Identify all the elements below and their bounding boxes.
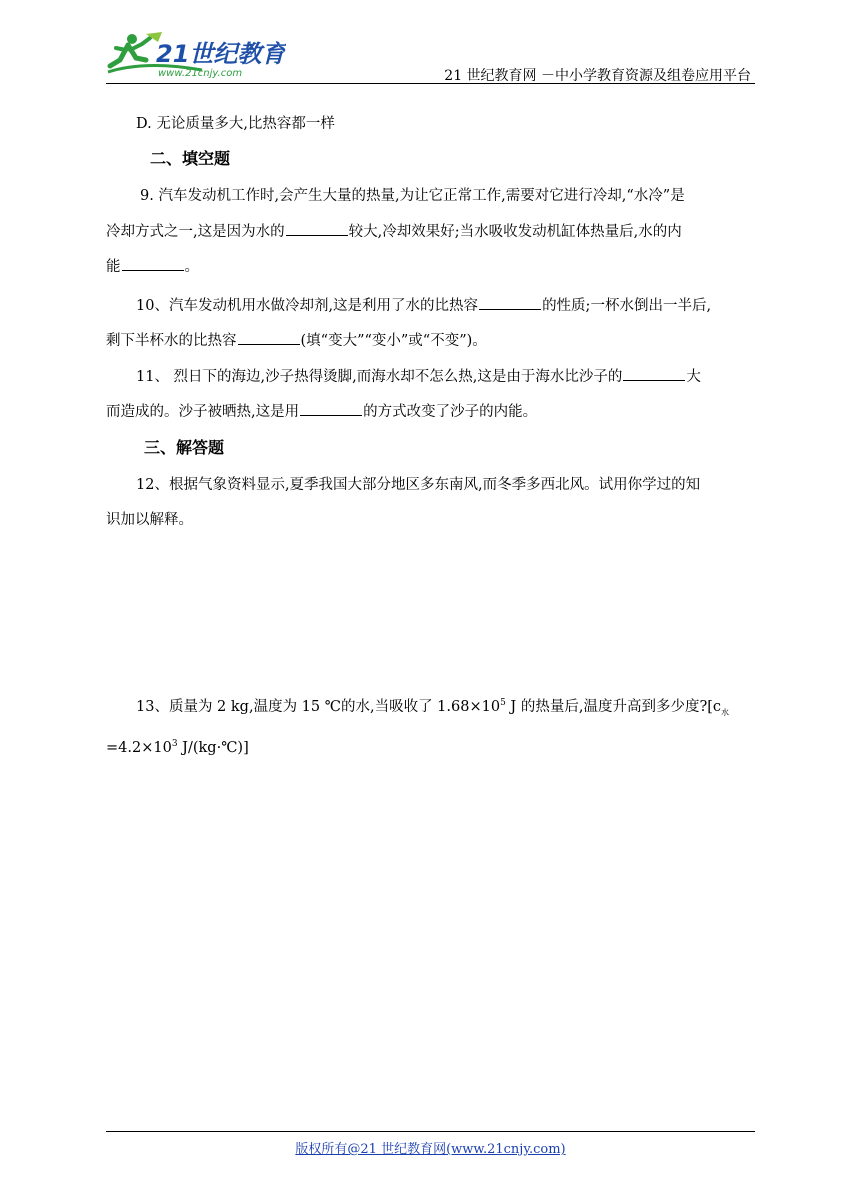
q13-text: J 的热量后,温度升高到多少度?[c: [505, 699, 722, 715]
q13-text: J/(kg·℃)]: [177, 740, 249, 756]
q12-line2: 识加以解释。: [106, 512, 193, 528]
section-heading-fill-blank: 二、填空题: [150, 149, 231, 168]
q13-text: 13、质量为 2 kg,温度为 15 ℃的水,当吸收了 1.68×10: [136, 699, 501, 715]
q9-text: 冷却方式之一,这是因为水的: [106, 224, 285, 240]
q11-blank-2[interactable]: [300, 401, 362, 416]
q13-line2: [106, 738, 249, 758]
q9-text: 能: [106, 259, 121, 275]
option-d: D. 无论质量多大,比热容都一样: [136, 116, 335, 132]
q9-line3: [106, 256, 199, 277]
q11-line1: [136, 366, 701, 387]
q9-line2: [106, 221, 682, 242]
q13-subscript: 水: [721, 707, 730, 717]
q9-text: 。: [184, 259, 199, 275]
q10-blank-1[interactable]: [479, 295, 541, 310]
q9-blank-1[interactable]: [286, 221, 348, 236]
q10-text: (填“变大”“变小”或“不变”)。: [300, 333, 487, 349]
q10-text: 10、汽车发动机用水做冷却剂,这是利用了水的比热容: [136, 298, 479, 314]
section-heading-answer: 三、解答题: [144, 438, 225, 457]
q9-blank-2[interactable]: [122, 256, 184, 271]
q11-line2: [106, 401, 537, 422]
q10-blank-2[interactable]: [238, 330, 300, 345]
q13-exponent: 5: [500, 698, 506, 709]
q13-exponent: 3: [171, 739, 178, 750]
q10-line1: [136, 295, 711, 316]
q11-text: 而造成的。沙子被晒热,这是用: [106, 404, 300, 420]
q12-line1: 12、根据气象资料显示,夏季我国大部分地区多东南风,而冬季多西北风。试用你学过的知: [136, 477, 701, 493]
q11-text: 的方式改变了沙子的内能。: [363, 404, 538, 420]
q11-text: 11、 烈日下的海边,沙子热得烫脚,而海水却不怎么热,这是由于海水比沙子的: [136, 369, 623, 385]
q11-blank-1[interactable]: [623, 366, 685, 381]
header-divider: [106, 83, 755, 84]
page-header: [106, 30, 755, 84]
footer-copyright-link[interactable]: 版权所有@21 世纪教育网(www.21cnjy.com): [295, 1142, 566, 1157]
svg-text:www.21cnjy.com: www.21cnjy.com: [158, 68, 243, 79]
q13-text: =4.2×10: [106, 740, 172, 756]
footer-divider: [106, 1131, 755, 1132]
svg-text:21世纪教育: 21世纪教育: [156, 40, 286, 68]
q9-line1: 9. 汽车发动机工作时,会产生大量的热量,为让它正常工作,需要对它进行冷却,“水冷”是: [140, 188, 685, 204]
header-site-text: 21 世纪教育网 －中小学教育资源及组卷应用平台: [444, 68, 751, 84]
q10-line2: [106, 330, 487, 351]
q10-text: 剩下半杯水的比热容: [106, 333, 237, 349]
q9-text: 较大,冷却效果好;当水吸收发动机缸体热量后,水的内: [348, 224, 682, 240]
site-logo: [106, 30, 286, 82]
runner-logo-icon: [106, 30, 286, 82]
q11-text: 大: [686, 369, 701, 385]
q13-line1: [136, 697, 729, 717]
q10-text: 的性质;一杯水倒出一半后,: [542, 298, 712, 314]
